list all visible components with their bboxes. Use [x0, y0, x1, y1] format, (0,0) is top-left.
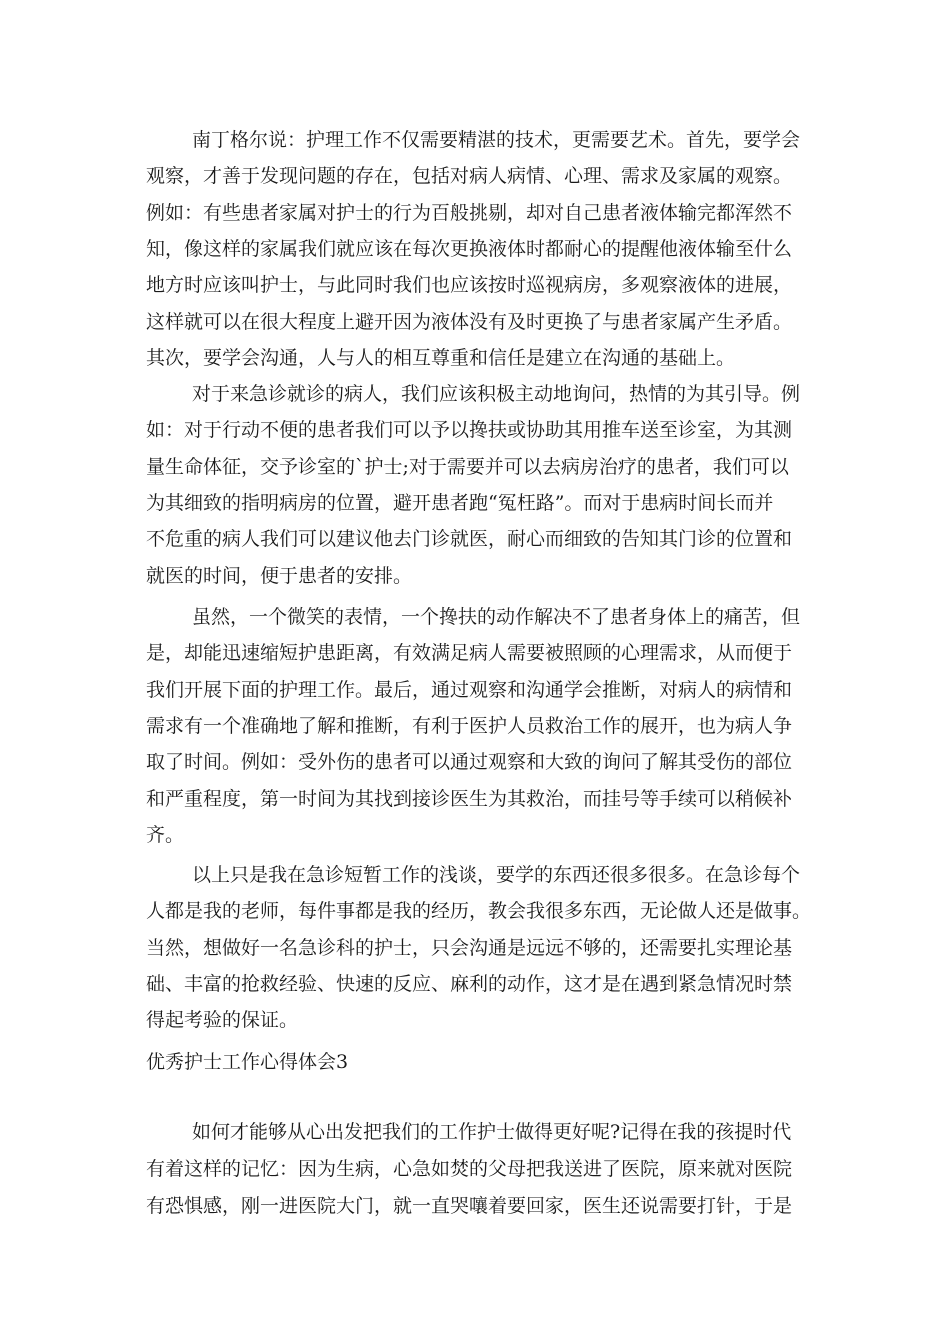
paragraph-2-line: 如：对于行动不便的患者我们可以予以搀扶或协助其用推车送至诊室，为其测: [146, 419, 793, 442]
paragraph-4-line: 础、丰富的抢救经验、快速的反应、麻利的动作，这才是在遇到紧急情况时禁: [146, 972, 793, 995]
section-paragraph-line: 有恐惧感，刚一进医院大门，就一直哭嚷着要回家，医生还说需要打针，于是: [146, 1195, 793, 1217]
section-paragraph-line: 如何才能够从心出发把我们的工作护士做得更好呢?记得在我的孩提时代: [192, 1121, 792, 1143]
paragraph-1-line: 南丁格尔说：护理工作不仅需要精湛的技术，更需要艺术。首先，要学会: [192, 129, 801, 151]
paragraph-3-line: 取了时间。例如：受外伤的患者可以通过观察和大致的询问了解其受伤的部位: [146, 751, 793, 774]
paragraph-2-line: 对于来急诊就诊的病人，我们应该积极主动地询问，热情的为其引导。例: [192, 383, 801, 405]
paragraph-4-line: 得起考验的保证。: [146, 1009, 299, 1032]
paragraph-2-line: 为其细致的指明病房的位置，避开患者跑“冤枉路”。而对于患病时间长而并: [146, 491, 774, 514]
paragraph-4-line: 以上只是我在急诊短暂工作的浅谈，要学的东西还很多很多。在急诊每个: [192, 864, 801, 886]
paragraph-3-line: 我们开展下面的护理工作。最后，通过观察和沟通学会推断，对病人的病情和: [146, 678, 793, 701]
paragraph-1-line: 其次，要学会沟通，人与人的相互尊重和信任是建立在沟通的基础上。: [146, 346, 736, 369]
paragraph-1-line: 这样就可以在很大程度上避开因为液体没有及时更换了与患者家属产生矛盾。: [146, 310, 793, 333]
paragraph-2-line: 就医的时间，便于患者的安排。: [146, 564, 413, 587]
paragraph-3-line: 是，却能迅速缩短护患距离，有效满足病人需要被照顾的心理需求，从而便于: [146, 642, 793, 665]
section-title: 优秀护士工作心得体会3: [146, 1051, 349, 1073]
paragraph-3-line: 需求有一个准确地了解和推断，有利于医护人员救治工作的展开，也为病人争: [146, 714, 793, 737]
paragraph-4-line: 当然，想做好一名急诊科的护士，只会沟通是远远不够的，还需要扎实理论基: [146, 936, 793, 959]
paragraph-1-line: 地方时应该叫护士，与此同时我们也应该按时巡视病房，多观察液体的进展，: [146, 274, 793, 297]
paragraph-2-line: 量生命体征，交予诊室的`护士;对于需要并可以去病房治疗的患者，我们可以: [146, 455, 789, 478]
paragraph-3-line: 齐。: [146, 823, 185, 846]
paragraph-1-line: 观察，才善于发现问题的存在，包括对病人病情、心理、需求及家属的观察。: [146, 165, 793, 188]
paragraph-1-line: 例如：有些患者家属对护士的行为百般挑剔，却对自己患者液体输完都浑然不: [146, 201, 793, 224]
paragraph-1-line: 知，像这样的家属我们就应该在每次更换液体时都耐心的提醒他液体输至什么: [146, 237, 793, 260]
paragraph-3-line: 虽然，一个微笑的表情，一个搀扶的动作解决不了患者身体上的痛苦，但: [192, 606, 801, 628]
paragraph-2-line: 不危重的病人我们可以建议他去门诊就医，耐心而细致的告知其门诊的位置和: [146, 528, 793, 551]
section-paragraph-line: 有着这样的记忆：因为生病，心急如焚的父母把我送进了医院，原来就对医院: [146, 1158, 793, 1180]
paragraph-3-line: 和严重程度，第一时间为其找到接诊医生为其救治，而挂号等手续可以稍候补: [146, 787, 793, 810]
paragraph-4-line: 人都是我的老师，每件事都是我的经历，教会我很多东西，无论做人还是做事。: [146, 900, 812, 923]
